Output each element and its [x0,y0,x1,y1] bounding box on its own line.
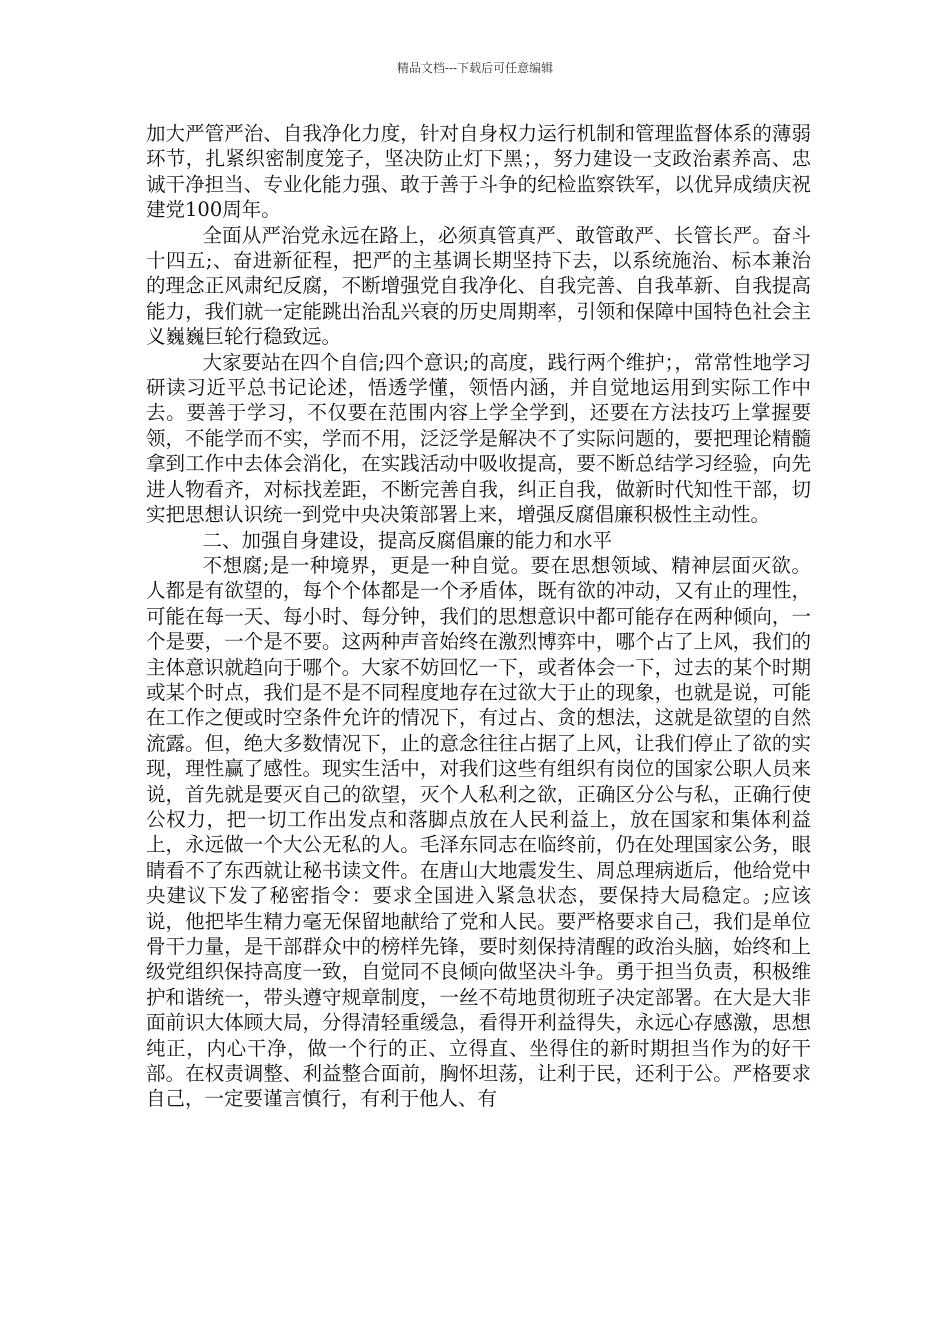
paragraph-1: 加大严管严治、自我净化力度，针对自身权力运行机制和管理监督体系的薄弱环节，扎紧织密制度笼子，坚决防止灯下黑；，努力建设一支政治素养高、忠诚干净担当、专业化能力强、敢于善于斗争的纪检监察铁军，以优异成绩庆祝建党100周年。 [146,122,811,222]
paragraph-4: 不想腐;是一种境界，更是一种自觉。要在思想领域、精神层面灭欲。人都是有欲望的，每个个体都是一个矛盾体，既有欲的冲动，又有止的理性，可能在每一天、每小时、每分钟，我们的思想意识中都可能存在两种倾向，一个是要，一个是不要。这两种声音始终在激烈博弈中，哪个占了上风，我们的主体意识就趋向于哪个。大家不妨回忆一下，或者体会一下，过去的某个时期或某个时点，我们是不是不同程度地存在过欲大于止的现象，也就是说，可能在工作之便或时空条件允许的情况下，有过占、贪的想法，这就是欲望的自然流露。但，绝大多数情况下，止的意念往往占据了上风，让我们停止了欲的实现，理性赢了感性。现实生活中，对我们这些有组织有岗位的国家公职人员来说，首先就是要灭自己的欲望，灭个人私利之欲，正确区分公与私，正确行使公权力，把一切工作出发点和落脚点放在人民利益上，放在国家和集体利益上，永远做一个大公无私的人。毛泽东同志在临终前，仍在处理国家公务，眼睛看不了东西就让秘书读文件。在唐山大地震发生、周总理病逝后，他给党中央建议下发了秘密指令：要求全国进入紧急状态，要保持大局稳定。;应该说，他把毕生精力毫无保留地献给了党和人民。要严格要求自己，我们是单位骨干力量，是干部群众中的榜样先锋，要时刻保持清醒的政治头脑，始终和上级党组织保持高度一致，自觉同不良倾向做坚决斗争。勇于担当负责，积极维护和谐统一，带头遵守规章制度，一丝不苟地贯彻班子决定部署。在大是大非面前识大体顾大局，分得清轻重缓急，看得开利益得失，永远心存感激，思想纯正，内心干净，做一个行的正、立得直、坐得住的新时期担当作为的好干部。在权责调整、利益整合面前，胸怀坦荡，让利于民，还利于公。严格要求自己，一定要谨言慎行，有利于他人、有 [146,553,811,1111]
paragraph-2: 全面从严治党永远在路上，必须真管真严、敢管敢严、长管长严。奋斗十四五;、奋进新征程，把严的主基调长期坚持下去，以系统施治、标本兼治的理念正风肃纪反腐，不断增强党自我净化、自我完善、自我革新、自我提高能力，我们就一定能跳出治乱兴衰的历史周期率，引领和保障中国特色社会主义巍巍巨轮行稳致远。 [146,223,811,349]
paragraph-3: 大家要站在四个自信;四个意识;的高度，践行两个维护；，常常性地学习研读习近平总书记论述，悟透学懂，领悟内涵，并自觉地运用到实际工作中去。要善于学习，不仅要在范围内容上学全学到，还要在方法技巧上掌握要领，不能学而不实，学而不用，泛泛学是解决不了实际问题的，要把理论精髓拿到工作中去体会消化，在实践活动中吸收提高，要不断总结学习经验，向先进人物看齐，对标找差距，不断完善自我，纠正自我，做新时代知性干部，切实把思想认识统一到党中央决策部署上来，增强反腐倡廉积极性主动性。 [146,350,811,527]
section-heading: 二、加强自身建设，提高反腐倡廉的能力和水平 [202,528,613,552]
document-body [146,121,811,1112]
page-header: 精品文档---下载后可任意编辑 [396,61,554,75]
